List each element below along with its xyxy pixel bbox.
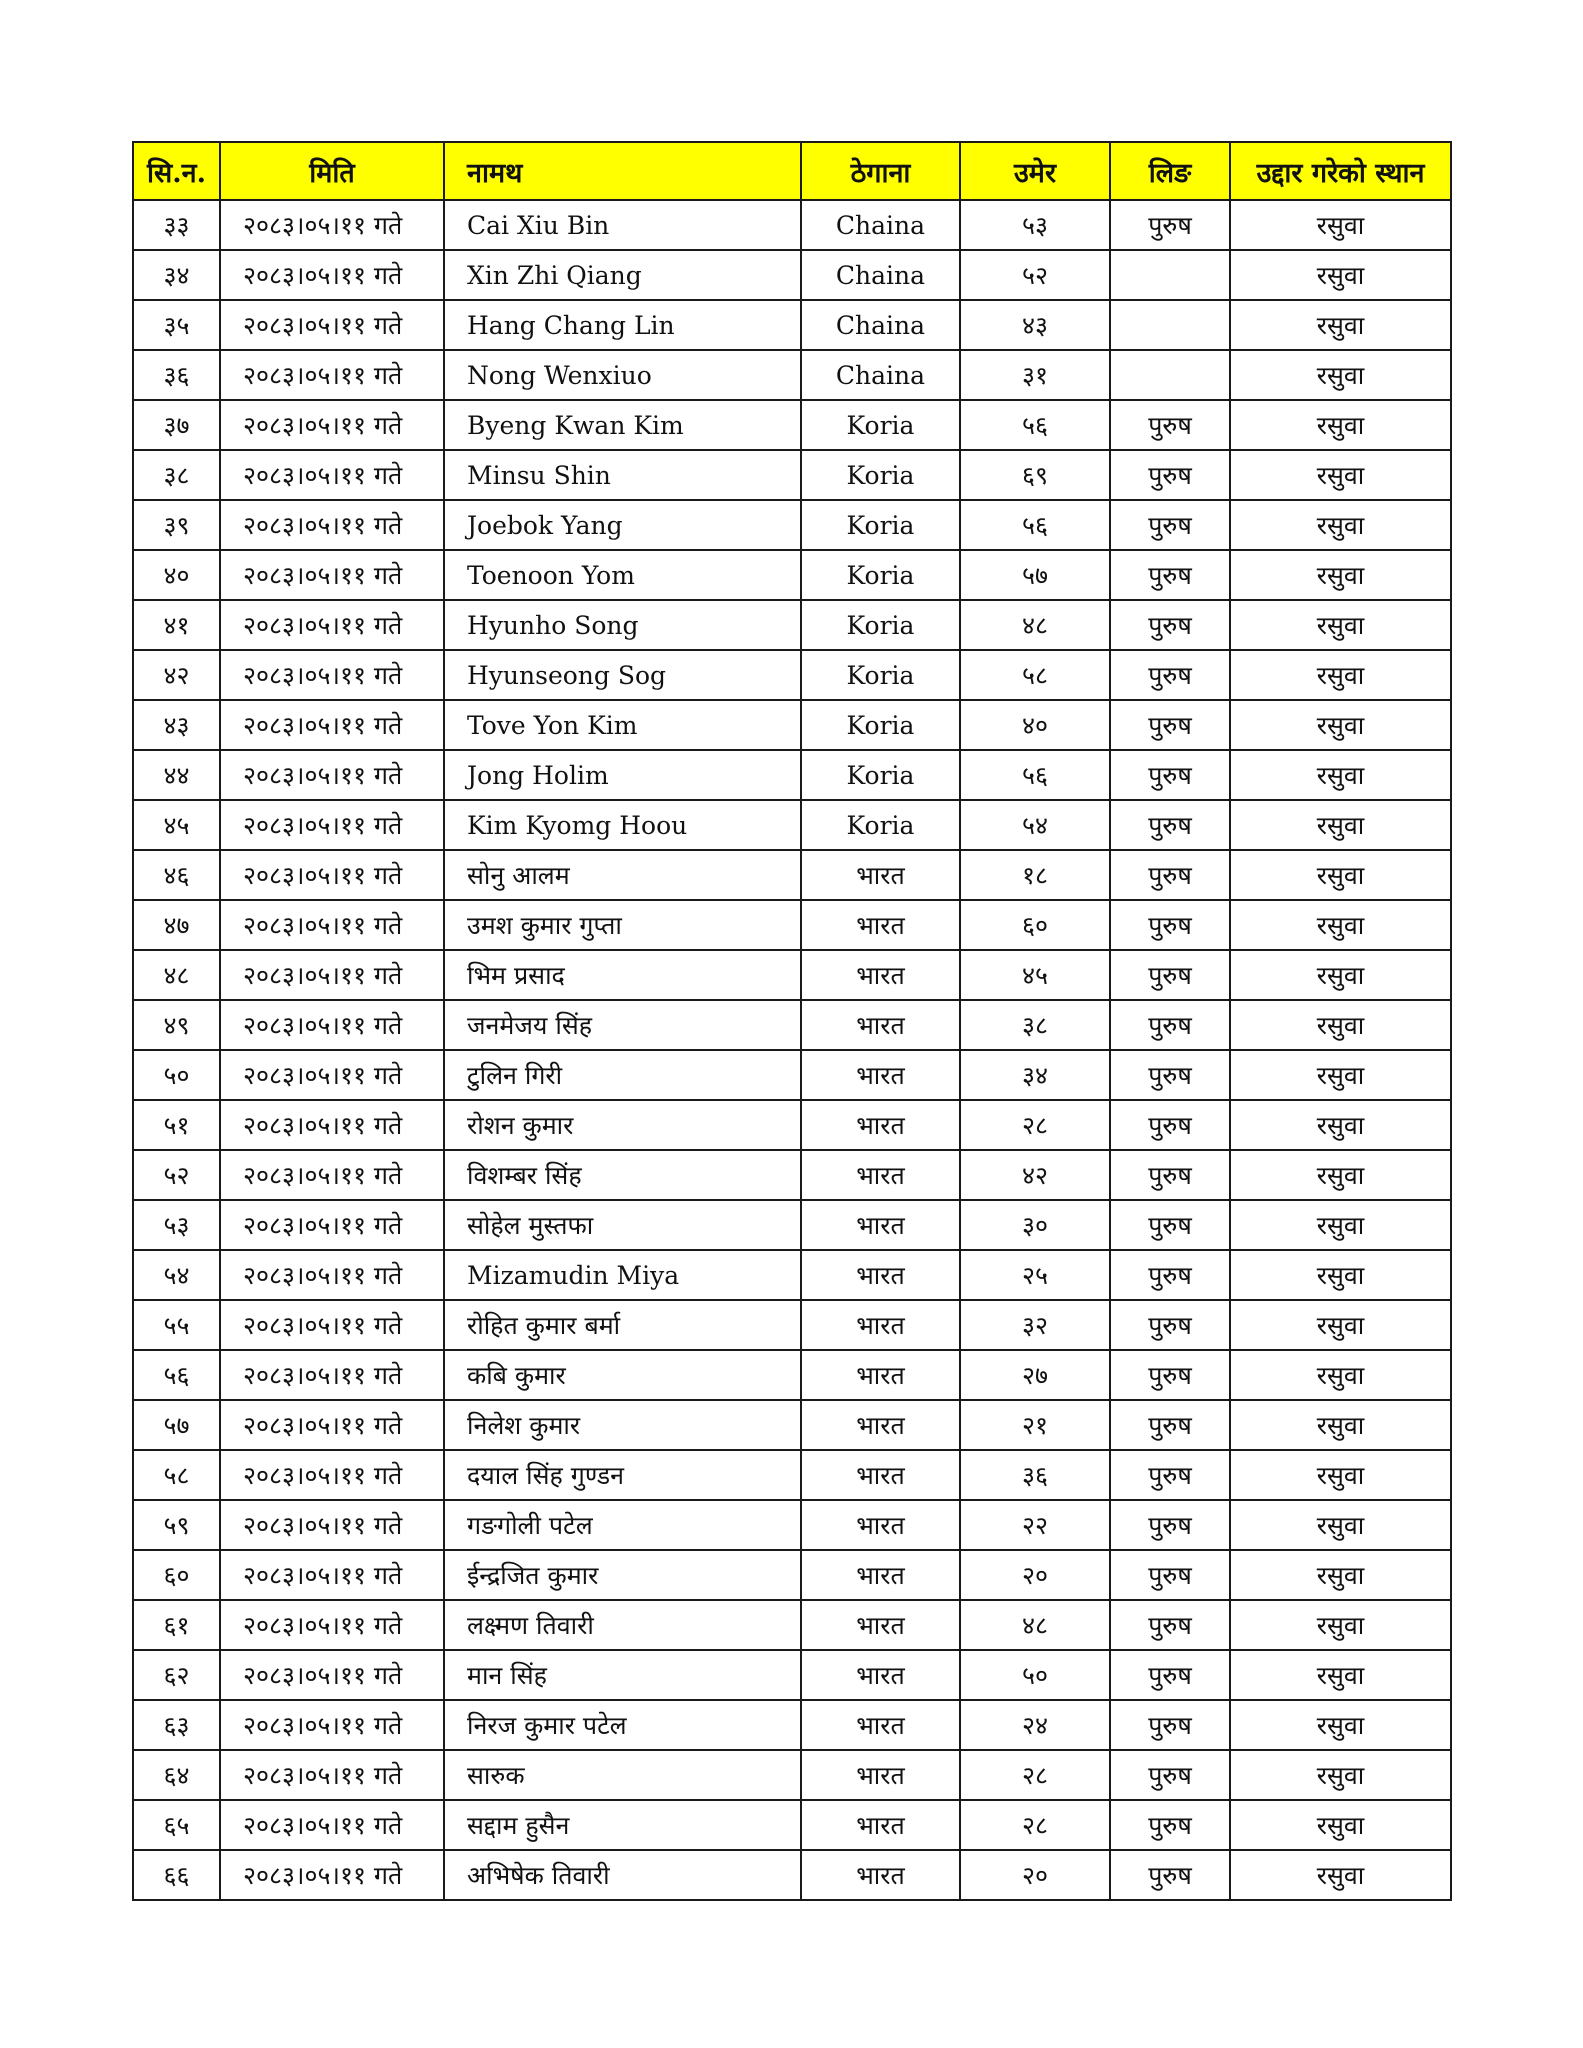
cell-age: ४२ <box>960 1150 1110 1200</box>
cell-gender <box>1110 350 1230 400</box>
cell-name: उमश कुमार गुप्ता <box>444 900 801 950</box>
cell-gender: पुरुष <box>1110 1400 1230 1450</box>
cell-age: ३२ <box>960 1300 1110 1350</box>
table-row <box>133 400 1451 450</box>
cell-date: २०८३।०५।११ गते <box>220 300 444 350</box>
cell-rescue-place: रसुवा <box>1230 200 1451 250</box>
cell-date: २०८३।०५।११ गते <box>220 1200 444 1250</box>
table-row <box>133 500 1451 550</box>
cell-address: भारत <box>801 950 960 1000</box>
cell-gender: पुरुष <box>1110 900 1230 950</box>
table-row <box>133 1000 1451 1050</box>
table-header <box>133 142 1451 200</box>
table-row <box>133 1100 1451 1150</box>
cell-name: सोहेल मुस्तफा <box>444 1200 801 1250</box>
cell-gender: पुरुष <box>1110 1100 1230 1150</box>
cell-rescue-place: रसुवा <box>1230 1400 1451 1450</box>
cell-rescue-place: रसुवा <box>1230 300 1451 350</box>
cell-date: २०८३।०५।११ गते <box>220 550 444 600</box>
cell-name: गङगोली पटेल <box>444 1500 801 1550</box>
cell-date: २०८३।०५।११ गते <box>220 1250 444 1300</box>
cell-gender: पुरुष <box>1110 1500 1230 1550</box>
table-row <box>133 350 1451 400</box>
cell-gender: पुरुष <box>1110 700 1230 750</box>
cell-rescue-place: रसुवा <box>1230 400 1451 450</box>
cell-gender: पुरुष <box>1110 500 1230 550</box>
cell-address: Koria <box>801 600 960 650</box>
cell-gender <box>1110 250 1230 300</box>
cell-date: २०८३।०५।११ गते <box>220 1450 444 1500</box>
cell-address: Chaina <box>801 300 960 350</box>
rescued-persons-table <box>132 141 1452 1901</box>
cell-address: भारत <box>801 1750 960 1800</box>
cell-date: २०८३।०५।११ गते <box>220 800 444 850</box>
cell-rescue-place: रसुवा <box>1230 1800 1451 1850</box>
table-row <box>133 1600 1451 1650</box>
cell-address: Koria <box>801 650 960 700</box>
cell-serial-number: ६१ <box>133 1600 220 1650</box>
header-age: उमेर <box>960 142 1110 200</box>
cell-age: २७ <box>960 1350 1110 1400</box>
cell-address: Chaina <box>801 250 960 300</box>
cell-gender: पुरुष <box>1110 1600 1230 1650</box>
cell-age: ५३ <box>960 200 1110 250</box>
table-row <box>133 800 1451 850</box>
cell-name: सद्दाम हुसैन <box>444 1800 801 1850</box>
cell-address: भारत <box>801 1700 960 1750</box>
cell-name: Xin Zhi Qiang <box>444 250 801 300</box>
cell-serial-number: ३९ <box>133 500 220 550</box>
header-rescue-place: उद्दार गरेको स्थान <box>1230 142 1451 200</box>
cell-serial-number: ६० <box>133 1550 220 1600</box>
cell-age: ३८ <box>960 1000 1110 1050</box>
cell-address: भारत <box>801 1000 960 1050</box>
cell-name: सोनु आलम <box>444 850 801 900</box>
cell-serial-number: ६४ <box>133 1750 220 1800</box>
cell-address: Koria <box>801 700 960 750</box>
cell-date: २०८३।०५।११ गते <box>220 200 444 250</box>
cell-serial-number: ४३ <box>133 700 220 750</box>
cell-rescue-place: रसुवा <box>1230 1250 1451 1300</box>
cell-age: ४८ <box>960 600 1110 650</box>
cell-age: ५७ <box>960 550 1110 600</box>
cell-gender: पुरुष <box>1110 1550 1230 1600</box>
cell-serial-number: ५२ <box>133 1150 220 1200</box>
cell-name: मान सिंह <box>444 1650 801 1700</box>
cell-address: भारत <box>801 1150 960 1200</box>
cell-serial-number: ६३ <box>133 1700 220 1750</box>
cell-age: ५२ <box>960 250 1110 300</box>
cell-serial-number: ५१ <box>133 1100 220 1150</box>
cell-date: २०८३।०५।११ गते <box>220 1050 444 1100</box>
cell-name: Hyunho Song <box>444 600 801 650</box>
cell-gender: पुरुष <box>1110 1250 1230 1300</box>
cell-gender: पुरुष <box>1110 1300 1230 1350</box>
cell-age: २२ <box>960 1500 1110 1550</box>
cell-gender: पुरुष <box>1110 1150 1230 1200</box>
cell-rescue-place: रसुवा <box>1230 1300 1451 1350</box>
header-row <box>133 142 1451 200</box>
cell-age: ५६ <box>960 400 1110 450</box>
table-row <box>133 1750 1451 1800</box>
cell-rescue-place: रसुवा <box>1230 1000 1451 1050</box>
cell-serial-number: ६२ <box>133 1650 220 1700</box>
cell-address: भारत <box>801 1200 960 1250</box>
cell-name: विशम्बर सिंह <box>444 1150 801 1200</box>
cell-date: २०८३।०५।११ गते <box>220 1150 444 1200</box>
header-name: नामथ <box>444 142 801 200</box>
cell-name: Byeng Kwan Kim <box>444 400 801 450</box>
cell-rescue-place: रसुवा <box>1230 550 1451 600</box>
table-row <box>133 1350 1451 1400</box>
cell-name: Toenoon Yom <box>444 550 801 600</box>
table-row <box>133 1800 1451 1850</box>
cell-serial-number: ५९ <box>133 1500 220 1550</box>
cell-name: भिम प्रसाद <box>444 950 801 1000</box>
cell-rescue-place: रसुवा <box>1230 1750 1451 1800</box>
cell-serial-number: ३४ <box>133 250 220 300</box>
cell-serial-number: ४२ <box>133 650 220 700</box>
cell-address: भारत <box>801 1400 960 1450</box>
table-row <box>133 250 1451 300</box>
cell-rescue-place: रसुवा <box>1230 350 1451 400</box>
cell-date: २०८३।०५।११ गते <box>220 1700 444 1750</box>
cell-rescue-place: रसुवा <box>1230 650 1451 700</box>
cell-address: Koria <box>801 550 960 600</box>
table-row <box>133 950 1451 1000</box>
table-row <box>133 650 1451 700</box>
cell-serial-number: ४९ <box>133 1000 220 1050</box>
cell-serial-number: ४८ <box>133 950 220 1000</box>
cell-rescue-place: रसुवा <box>1230 1050 1451 1100</box>
cell-name: Tove Yon Kim <box>444 700 801 750</box>
cell-gender: पुरुष <box>1110 950 1230 1000</box>
cell-age: ४५ <box>960 950 1110 1000</box>
cell-rescue-place: रसुवा <box>1230 1850 1451 1900</box>
cell-date: २०८३।०५।११ गते <box>220 1850 444 1900</box>
cell-rescue-place: रसुवा <box>1230 950 1451 1000</box>
cell-rescue-place: रसुवा <box>1230 1150 1451 1200</box>
cell-name: लक्ष्मण तिवारी <box>444 1600 801 1650</box>
cell-date: २०८३।०५।११ गते <box>220 750 444 800</box>
table-row <box>133 450 1451 500</box>
table-row <box>133 1700 1451 1750</box>
cell-date: २०८३।०५।११ गते <box>220 700 444 750</box>
table-row <box>133 1650 1451 1700</box>
cell-name: Hyunseong Sog <box>444 650 801 700</box>
cell-date: २०८३।०५।११ गते <box>220 450 444 500</box>
cell-date: २०८३।०५।११ गते <box>220 850 444 900</box>
cell-serial-number: ४४ <box>133 750 220 800</box>
table-row <box>133 1400 1451 1450</box>
cell-address: भारत <box>801 850 960 900</box>
cell-date: २०८३।०५।११ गते <box>220 1400 444 1450</box>
cell-date: २०८३।०५।११ गते <box>220 1350 444 1400</box>
cell-age: ३१ <box>960 350 1110 400</box>
cell-rescue-place: रसुवा <box>1230 800 1451 850</box>
cell-gender: पुरुष <box>1110 800 1230 850</box>
cell-serial-number: ३८ <box>133 450 220 500</box>
cell-age: ४८ <box>960 1600 1110 1650</box>
cell-address: Koria <box>801 450 960 500</box>
cell-rescue-place: रसुवा <box>1230 1350 1451 1400</box>
cell-rescue-place: रसुवा <box>1230 450 1451 500</box>
cell-age: ३४ <box>960 1050 1110 1100</box>
cell-name: दयाल सिंह गुण्डन <box>444 1450 801 1500</box>
table-row <box>133 1500 1451 1550</box>
cell-date: २०८३।०५।११ गते <box>220 1750 444 1800</box>
cell-date: २०८३।०५।११ गते <box>220 1800 444 1850</box>
cell-gender: पुरुष <box>1110 1050 1230 1100</box>
cell-rescue-place: रसुवा <box>1230 1650 1451 1700</box>
cell-age: ४३ <box>960 300 1110 350</box>
table-row <box>133 600 1451 650</box>
cell-age: ३० <box>960 1200 1110 1250</box>
table-row <box>133 900 1451 950</box>
cell-serial-number: ६६ <box>133 1850 220 1900</box>
header-address: ठेगाना <box>801 142 960 200</box>
cell-serial-number: ५७ <box>133 1400 220 1450</box>
cell-age: ६० <box>960 900 1110 950</box>
cell-serial-number: ५८ <box>133 1450 220 1500</box>
cell-address: भारत <box>801 900 960 950</box>
table-row <box>133 1450 1451 1500</box>
cell-name: Joebok Yang <box>444 500 801 550</box>
cell-age: ५६ <box>960 750 1110 800</box>
cell-gender: पुरुष <box>1110 450 1230 500</box>
cell-name: Jong Holim <box>444 750 801 800</box>
cell-gender: पुरुष <box>1110 1650 1230 1700</box>
cell-gender <box>1110 300 1230 350</box>
cell-date: २०८३।०५।११ गते <box>220 1100 444 1150</box>
cell-serial-number: ४५ <box>133 800 220 850</box>
cell-name: कबि कुमार <box>444 1350 801 1400</box>
cell-gender: पुरुष <box>1110 1800 1230 1850</box>
cell-date: २०८३।०५।११ गते <box>220 600 444 650</box>
cell-gender: पुरुष <box>1110 400 1230 450</box>
cell-address: भारत <box>801 1500 960 1550</box>
cell-date: २०८३।०५।११ गते <box>220 1000 444 1050</box>
cell-serial-number: ३५ <box>133 300 220 350</box>
table-row <box>133 1250 1451 1300</box>
cell-gender: पुरुष <box>1110 1700 1230 1750</box>
cell-age: २८ <box>960 1800 1110 1850</box>
table-row <box>133 750 1451 800</box>
cell-rescue-place: रसुवा <box>1230 900 1451 950</box>
cell-date: २०८३।०५।११ गते <box>220 650 444 700</box>
table-row <box>133 1050 1451 1100</box>
table-row <box>133 1550 1451 1600</box>
cell-serial-number: ३६ <box>133 350 220 400</box>
header-serial-number: सि.न. <box>133 142 220 200</box>
cell-serial-number: ५३ <box>133 1200 220 1250</box>
cell-gender: पुरुष <box>1110 600 1230 650</box>
cell-address: भारत <box>801 1350 960 1400</box>
cell-rescue-place: रसुवा <box>1230 250 1451 300</box>
cell-name: रोशन कुमार <box>444 1100 801 1150</box>
cell-name: Hang Chang Lin <box>444 300 801 350</box>
cell-rescue-place: रसुवा <box>1230 600 1451 650</box>
cell-age: २८ <box>960 1100 1110 1150</box>
cell-gender: पुरुष <box>1110 1200 1230 1250</box>
cell-address: Chaina <box>801 350 960 400</box>
cell-address: भारत <box>801 1450 960 1500</box>
cell-address: भारत <box>801 1250 960 1300</box>
cell-gender: पुरुष <box>1110 1850 1230 1900</box>
cell-serial-number: ५५ <box>133 1300 220 1350</box>
cell-address: भारत <box>801 1850 960 1900</box>
table-row <box>133 1200 1451 1250</box>
cell-age: ६९ <box>960 450 1110 500</box>
cell-age: ५० <box>960 1650 1110 1700</box>
cell-name: निलेश कुमार <box>444 1400 801 1450</box>
cell-age: १८ <box>960 850 1110 900</box>
cell-rescue-place: रसुवा <box>1230 500 1451 550</box>
cell-address: Koria <box>801 750 960 800</box>
cell-age: ५४ <box>960 800 1110 850</box>
cell-age: ५८ <box>960 650 1110 700</box>
cell-name: सारुक <box>444 1750 801 1800</box>
cell-address: भारत <box>801 1300 960 1350</box>
cell-serial-number: ४६ <box>133 850 220 900</box>
cell-date: २०८३।०५।११ गते <box>220 1650 444 1700</box>
cell-age: ३६ <box>960 1450 1110 1500</box>
cell-address: Koria <box>801 400 960 450</box>
cell-rescue-place: रसुवा <box>1230 850 1451 900</box>
cell-address: भारत <box>801 1800 960 1850</box>
cell-gender: पुरुष <box>1110 850 1230 900</box>
table-row <box>133 550 1451 600</box>
cell-address: भारत <box>801 1100 960 1150</box>
cell-serial-number: ३३ <box>133 200 220 250</box>
cell-age: २० <box>960 1550 1110 1600</box>
cell-address: भारत <box>801 1650 960 1700</box>
cell-address: भारत <box>801 1550 960 1600</box>
cell-serial-number: ४१ <box>133 600 220 650</box>
cell-date: २०८३।०५।११ गते <box>220 950 444 1000</box>
cell-rescue-place: रसुवा <box>1230 1600 1451 1650</box>
cell-address: भारत <box>801 1050 960 1100</box>
cell-date: २०८३।०५।११ गते <box>220 1600 444 1650</box>
cell-age: २८ <box>960 1750 1110 1800</box>
cell-gender: पुरुष <box>1110 1350 1230 1400</box>
cell-date: २०८३।०५।११ गते <box>220 400 444 450</box>
cell-name: Nong Wenxiuo <box>444 350 801 400</box>
cell-date: २०८३।०५।११ गते <box>220 900 444 950</box>
cell-gender: पुरुष <box>1110 1450 1230 1500</box>
cell-rescue-place: रसुवा <box>1230 1450 1451 1500</box>
cell-serial-number: ४७ <box>133 900 220 950</box>
table-body <box>133 200 1451 1900</box>
table-row <box>133 300 1451 350</box>
cell-name: अभिषेक तिवारी <box>444 1850 801 1900</box>
cell-name: Cai Xiu Bin <box>444 200 801 250</box>
cell-address: Chaina <box>801 200 960 250</box>
cell-gender: पुरुष <box>1110 200 1230 250</box>
cell-serial-number: ५० <box>133 1050 220 1100</box>
table-row <box>133 200 1451 250</box>
cell-date: २०८३।०५।११ गते <box>220 1500 444 1550</box>
cell-gender: पुरुष <box>1110 750 1230 800</box>
cell-age: ४० <box>960 700 1110 750</box>
cell-gender: पुरुष <box>1110 650 1230 700</box>
cell-gender: पुरुष <box>1110 1750 1230 1800</box>
cell-gender: पुरुष <box>1110 1000 1230 1050</box>
cell-age: ५६ <box>960 500 1110 550</box>
cell-serial-number: ५६ <box>133 1350 220 1400</box>
cell-rescue-place: रसुवा <box>1230 1550 1451 1600</box>
cell-name: टुलिन गिरी <box>444 1050 801 1100</box>
cell-serial-number: ३७ <box>133 400 220 450</box>
cell-age: २० <box>960 1850 1110 1900</box>
cell-rescue-place: रसुवा <box>1230 750 1451 800</box>
cell-age: २५ <box>960 1250 1110 1300</box>
cell-date: २०८३।०५।११ गते <box>220 250 444 300</box>
header-date: मिति <box>220 142 444 200</box>
cell-date: २०८३।०५।११ गते <box>220 500 444 550</box>
cell-name: जनमेजय सिंह <box>444 1000 801 1050</box>
cell-date: २०८३।०५।११ गते <box>220 1300 444 1350</box>
table-row <box>133 1850 1451 1900</box>
cell-name: निरज कुमार पटेल <box>444 1700 801 1750</box>
cell-serial-number: ६५ <box>133 1800 220 1850</box>
table-row <box>133 1300 1451 1350</box>
cell-serial-number: ४० <box>133 550 220 600</box>
cell-rescue-place: रसुवा <box>1230 1700 1451 1750</box>
cell-age: २१ <box>960 1400 1110 1450</box>
cell-date: २०८३।०५।११ गते <box>220 1550 444 1600</box>
cell-address: Koria <box>801 800 960 850</box>
cell-name: Minsu Shin <box>444 450 801 500</box>
cell-rescue-place: रसुवा <box>1230 700 1451 750</box>
cell-name: रोहित कुमार बर्मा <box>444 1300 801 1350</box>
cell-address: भारत <box>801 1600 960 1650</box>
table-row <box>133 1150 1451 1200</box>
cell-name: Kim Kyomg Hoou <box>444 800 801 850</box>
cell-rescue-place: रसुवा <box>1230 1200 1451 1250</box>
cell-gender: पुरुष <box>1110 550 1230 600</box>
cell-rescue-place: रसुवा <box>1230 1100 1451 1150</box>
cell-name: ईन्द्रजित कुमार <box>444 1550 801 1600</box>
cell-date: २०८३।०५।११ गते <box>220 350 444 400</box>
cell-name: Mizamudin Miya <box>444 1250 801 1300</box>
cell-address: Koria <box>801 500 960 550</box>
table-row <box>133 700 1451 750</box>
cell-age: २४ <box>960 1700 1110 1750</box>
header-gender: लिङ <box>1110 142 1230 200</box>
cell-serial-number: ५४ <box>133 1250 220 1300</box>
table-row <box>133 850 1451 900</box>
cell-rescue-place: रसुवा <box>1230 1500 1451 1550</box>
